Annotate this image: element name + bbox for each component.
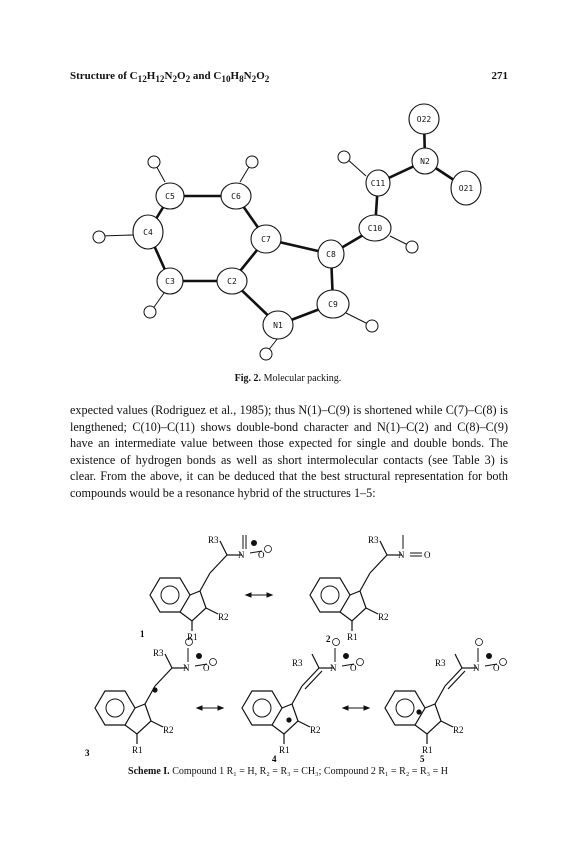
nitro-o-label: O bbox=[350, 663, 357, 673]
nitro-n-label: N bbox=[183, 663, 190, 673]
page-number: 271 bbox=[491, 70, 508, 82]
hydrogen-bonds bbox=[101, 158, 410, 352]
r2-label: R2 bbox=[310, 725, 321, 735]
compound-number: 3 bbox=[85, 748, 90, 758]
r3-label: R3 bbox=[435, 658, 446, 668]
hydrogen-atom bbox=[148, 156, 160, 168]
scheme-caption-text: Compound 1 R₁ = H, R₂ = R₃ = CH₃; Compound 2 R₁ = R₂ = R₃ = H bbox=[172, 766, 448, 777]
nitro-n-label: N bbox=[398, 550, 405, 560]
atom-label: N2 bbox=[420, 157, 430, 166]
atom-label: O21 bbox=[458, 184, 474, 193]
nitro-o-label: O bbox=[493, 663, 500, 673]
atom-label: C7 bbox=[261, 235, 271, 244]
resonance-arrow bbox=[246, 593, 272, 597]
hydrogen-atom bbox=[144, 306, 156, 318]
atom-label: C6 bbox=[231, 192, 241, 201]
hydrogen-atom bbox=[406, 241, 418, 253]
compound-number: 2 bbox=[326, 634, 331, 644]
structure-3 bbox=[85, 639, 217, 759]
resonance-arrow bbox=[343, 706, 369, 710]
structure-1 bbox=[140, 535, 272, 642]
atom-label: C8 bbox=[326, 250, 336, 259]
r2-label: R2 bbox=[218, 612, 229, 622]
atom-label: C5 bbox=[165, 192, 175, 201]
r2-label: R2 bbox=[163, 725, 174, 735]
r1-label: R1 bbox=[187, 632, 198, 642]
heavy-atom-ellipsoids bbox=[133, 104, 481, 339]
r3-label: R3 bbox=[153, 648, 164, 658]
nitro-n-label: N bbox=[473, 663, 480, 673]
r3-label: R3 bbox=[208, 535, 219, 545]
nitro-o-label: O bbox=[258, 550, 265, 560]
compound-number: 4 bbox=[272, 754, 277, 764]
atom-label: C11 bbox=[370, 179, 386, 188]
r1-label: R1 bbox=[132, 745, 143, 755]
atom-label: C9 bbox=[328, 300, 338, 309]
nitro-n-label: N bbox=[330, 663, 337, 673]
figure-caption-label: Fig. 2. bbox=[234, 373, 262, 384]
hydrogen-atom bbox=[366, 320, 378, 332]
r2-label: R2 bbox=[453, 725, 464, 735]
structure-2 bbox=[310, 535, 431, 644]
atom-label: C2 bbox=[227, 277, 237, 286]
structure-5 bbox=[385, 639, 507, 765]
r1-label: R1 bbox=[347, 632, 358, 642]
running-header bbox=[70, 70, 508, 84]
body-paragraph: expected values (Rodriguez et al., 1985); thus N(1)–C(9) is shortened while C(7)–C(8) is lengthened; C(10)–C(11) shows double-bond character and N(1)–C(2) and C(8)–C(9) have an intermediate value between those expected for single and double bonds. The existence of hydrogen bonds as well as short intermolecular contacts (see Table 3) is clear. From the above, it can be deduced that the best structural representation for both compounds would be a resonance hybrid of the structures 1–5: bbox=[70, 403, 508, 500]
scheme-caption bbox=[0, 766, 576, 777]
atom-label: C10 bbox=[367, 224, 383, 233]
hydrogen-atom bbox=[260, 348, 272, 360]
header-title: Structure of $C_{12}H_{12}N_2O_2$ and $C_{10}H_8N_2O_2$ bbox=[70, 70, 270, 85]
atom-label: C4 bbox=[143, 228, 153, 237]
r1-label: R1 bbox=[422, 745, 433, 755]
resonance-scheme bbox=[70, 535, 510, 775]
atom-label: N1 bbox=[273, 321, 283, 330]
r3-label: R3 bbox=[292, 658, 303, 668]
r3-label: R3 bbox=[368, 535, 379, 545]
hydrogen-atom bbox=[246, 156, 258, 168]
nitro-o-label: O bbox=[424, 550, 431, 560]
atom-label: C3 bbox=[165, 277, 175, 286]
figure-caption-text: Molecular packing. bbox=[263, 373, 342, 384]
nitro-o-label: O bbox=[203, 663, 210, 673]
scheme-caption-label: Scheme I. bbox=[128, 766, 170, 777]
r2-label: R2 bbox=[378, 612, 389, 622]
r1-label: R1 bbox=[279, 745, 290, 755]
hydrogen-atom bbox=[93, 231, 105, 243]
atom-label: O22 bbox=[416, 115, 432, 124]
resonance-arrow bbox=[197, 706, 223, 710]
figure-caption bbox=[0, 373, 576, 384]
molecular-structure-figure bbox=[70, 95, 510, 365]
compound-number: 1 bbox=[140, 629, 145, 639]
compound-number: 5 bbox=[420, 754, 425, 764]
nitro-n-label: N bbox=[238, 550, 245, 560]
structure-4 bbox=[242, 639, 364, 765]
hydrogen-atom bbox=[338, 151, 350, 163]
